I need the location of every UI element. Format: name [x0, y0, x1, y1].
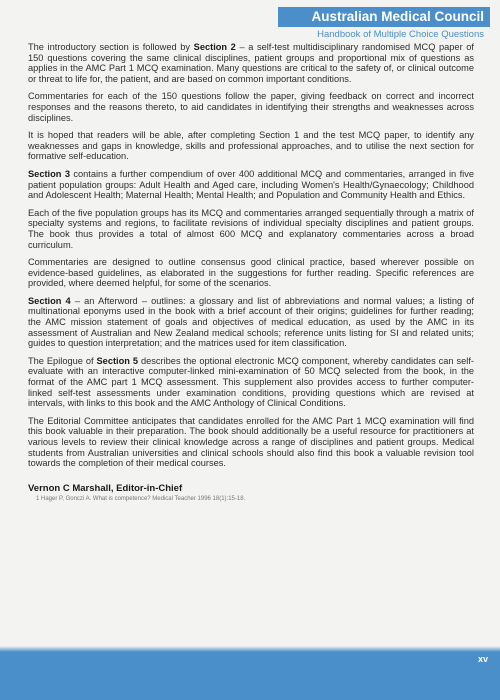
paragraph-text: The Epilogue of	[28, 355, 97, 366]
section-heading-inline: Section 2	[193, 42, 236, 52]
paragraph-commentaries: Commentaries for each of the 150 questions follow the paper, giving feedback on correct and incorrect responses and the reasons thereto, to aid candidates in identifying their strengths and weaknesses across disciplines.	[28, 91, 474, 123]
section-heading-inline: Section 4	[28, 295, 71, 306]
paragraph-text: – an Afterword – outlines: a glossary and list of abbreviations and normal values; a listing of multinational eponyms used in the book with a brief account of their origins; guidelines for further reading; the AMC mission statement of goals and objectives of medical education, as used by the AMC in its assessment of Australian and New Zealand medical schools; reference units listing for SI and related units; guides to question interpretation; and the matrices used for item classification.	[28, 295, 474, 349]
paragraph-text: describes the optional electronic MCQ component, whereby candidates can self-evaluate with an interactive computer-linked mini-examination of 50 MCQ selected from the book, in the format of the AMC part 1 MCQ assessment. This supplement also provides access to further computer-linked self-test assessments under examination conditions, providing questions which are revised at intervals, with links to this book and the AMC Anthology of Clinical Conditions.	[28, 355, 474, 409]
paragraph-text: – a self-test multidisciplinary randomised MCQ paper of 150 questions covering the same clinical disciplines, patient groups and proportional mix of questions as applies in the AMC Part 1 MCQ examination. Many questions are critical to the safety of, or clinical outcome or threat to life for, the patient, and are based on common important conditions.	[28, 42, 474, 84]
paragraph-text: contains a further compendium of over 400 additional MCQ and commentaries, arranged in five patient population groups: Adult Health and Aged care, including Women's Health/Gynaecology; Childhood and Adolescent Health; Maternal Health; Mental Health; and Population and Community Health and Ethics.	[28, 168, 474, 201]
paragraph-guidelines: Commentaries are designed to outline consensus good clinical practice, based wherever possible on evidence-based guidelines, as elaborated in the suggestions for further reading. Specific references are provided, where deemed helpful, for some of the scenarios.	[28, 257, 474, 289]
section-heading-inline: Section 5	[96, 355, 139, 366]
paragraph-section-5	[28, 356, 474, 409]
paragraph-editorial-committee: The Editorial Committee anticipates that candidates enrolled for the AMC Part 1 MCQ examination will find this book valuable in their preparation. The book should additionally be a useful resource for practitioners at various levels to review their clinical knowledge across a range of disciplines and patient groups. Medical students from Australian universities and clinical schools should also find this book a valuable revision tool towards the completion of their medical courses.	[28, 415, 474, 469]
paragraph-text: The introductory section is followed by	[28, 42, 194, 52]
footer-band	[0, 652, 500, 700]
paragraph-section-4	[28, 296, 474, 349]
handbook-subtitle: Handbook of Multiple Choice Questions	[317, 29, 484, 40]
section-heading-inline: Section 3	[28, 168, 70, 179]
council-title: Australian Medical Council	[278, 7, 490, 27]
paragraph-population-groups: Each of the five population groups has its MCQ and commentaries arranged sequentially through a matrix of specialty systems and regions, to facilitate revisions of individual specialty disciplines and patient groups. The book thus provides a total of almost 600 MCQ and explanatory commentaries across a broad curriculum.	[28, 207, 474, 250]
page-number: xv	[477, 654, 488, 664]
paragraph-section-3	[28, 169, 474, 201]
editor-signature: Vernon C Marshall, Editor-in-Chief	[28, 482, 183, 494]
page-content	[28, 42, 474, 502]
paragraph-self-education: It is hoped that readers will be able, after completing Section 1 and the test MCQ paper, to identify any weaknesses and gaps in knowledge, skills and professional approaches, and to utilise the next section for formative self-education.	[28, 130, 474, 162]
paragraph-section-2	[28, 42, 474, 84]
page-header	[278, 7, 490, 40]
footnote: 1 Hager P, Gonczi A. What is competence? Medical Teacher 1996 18(1):15-18.	[36, 495, 246, 502]
